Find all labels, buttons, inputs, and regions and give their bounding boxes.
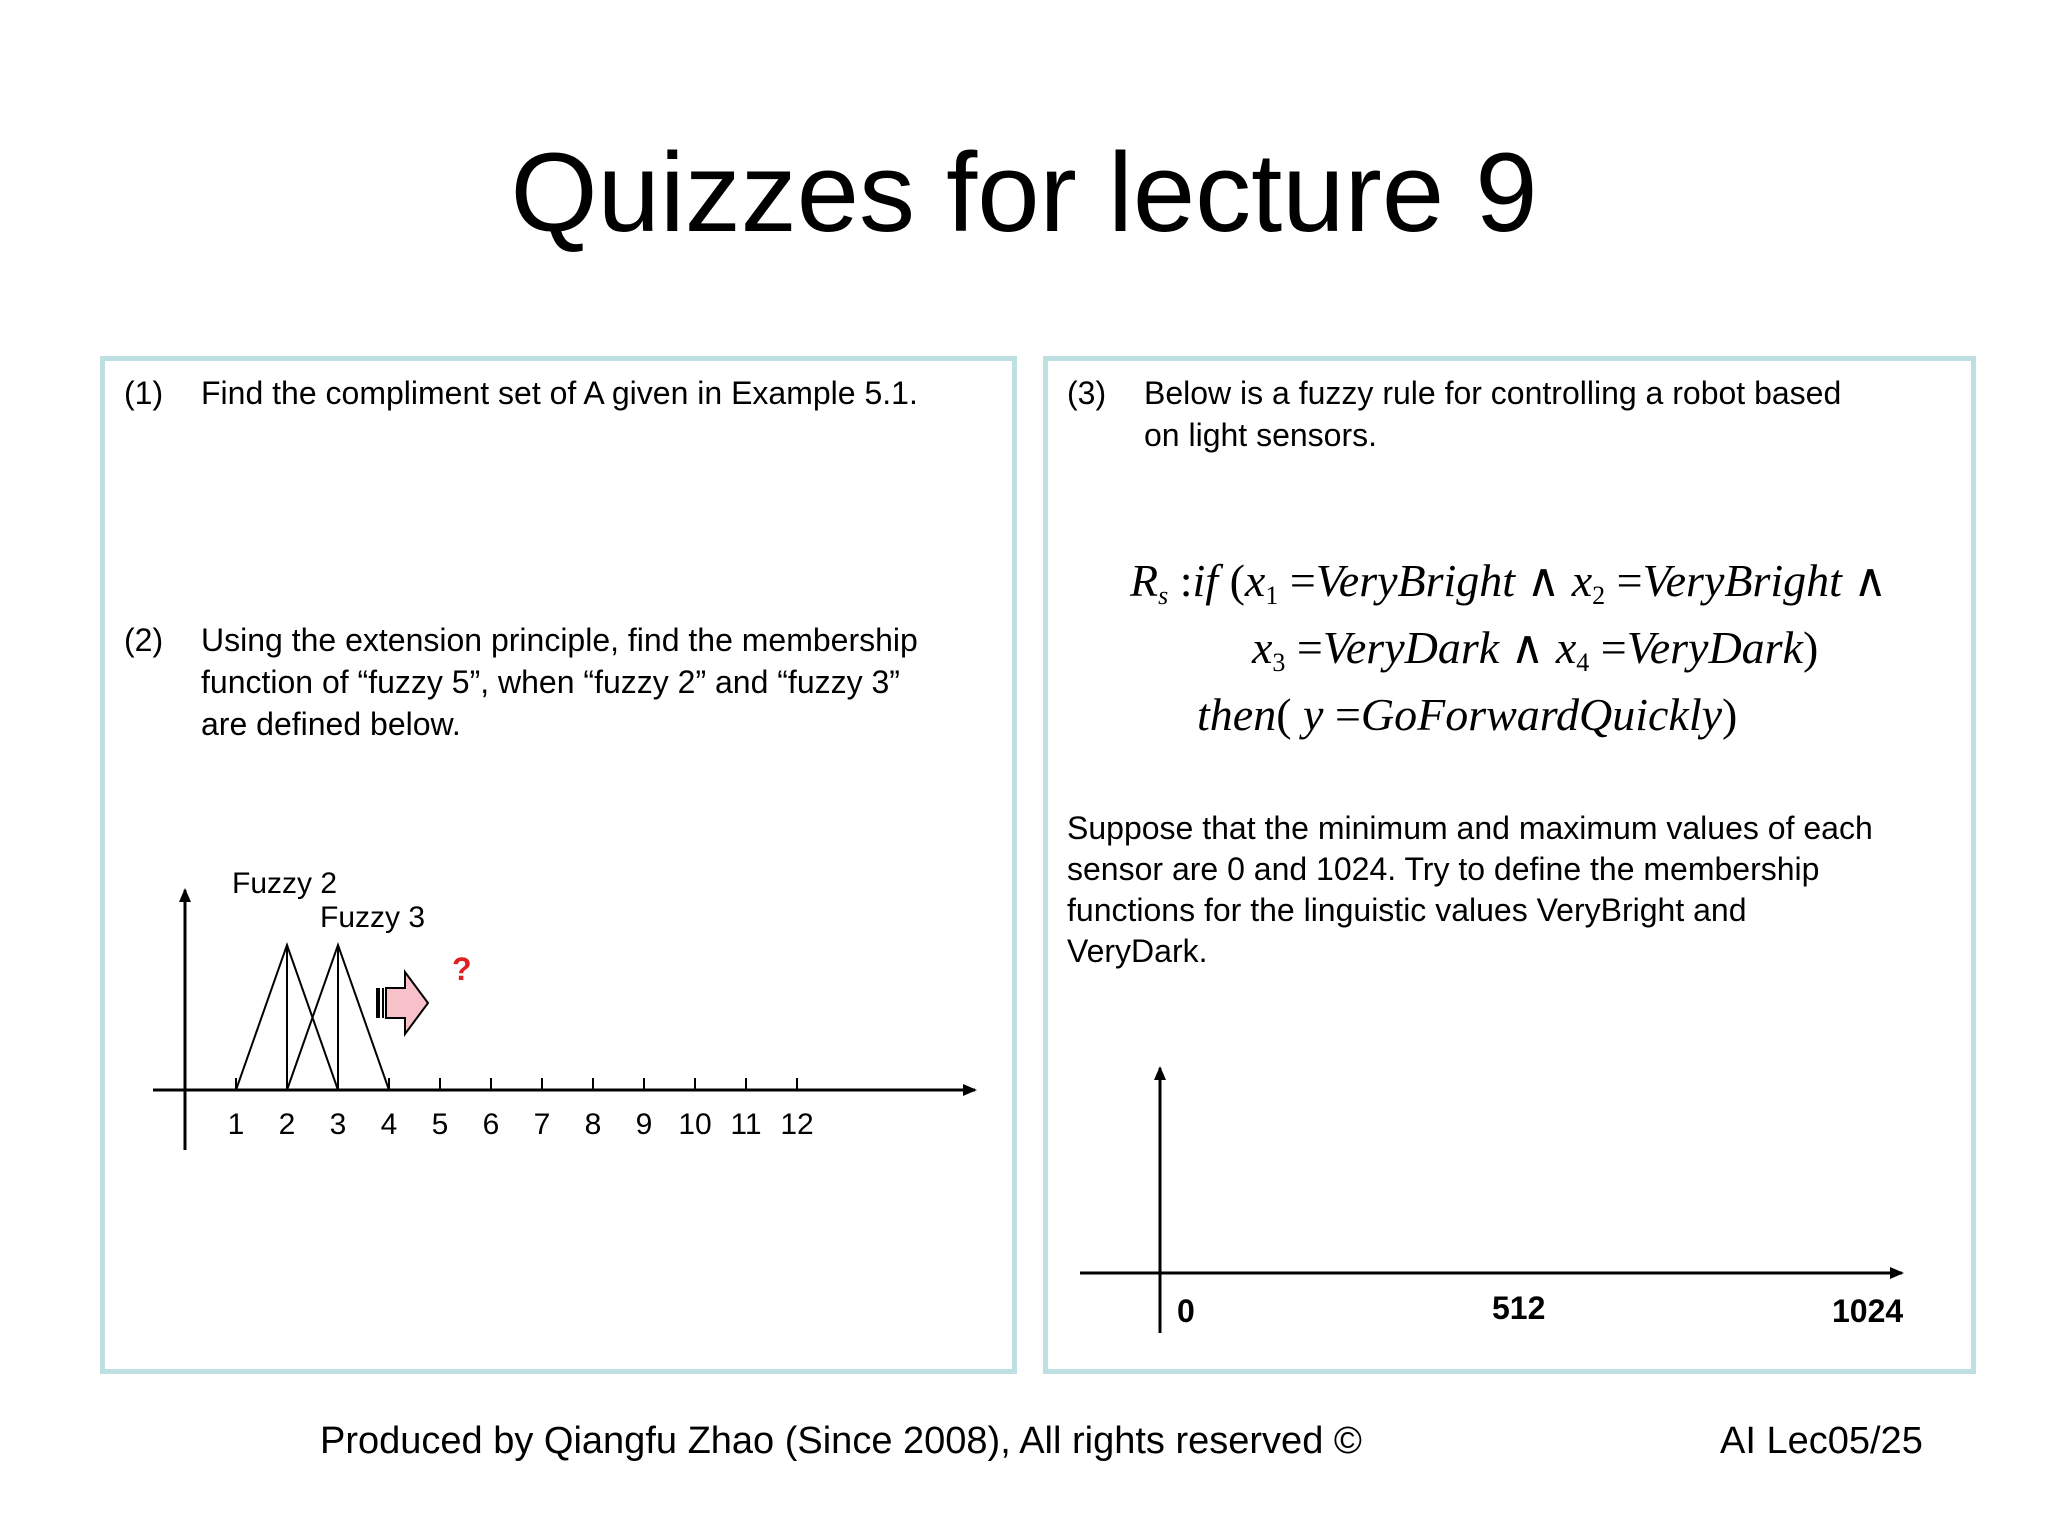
and-operator: ∧ [1853, 555, 1888, 606]
x-tick-label: 6 [482, 1108, 500, 1141]
suppose-paragraph [1067, 808, 1873, 972]
close-paren: ) [1722, 689, 1738, 740]
footer-credit: Produced by Qiangfu Zhao (Since 2008), All rights reserved © [320, 1420, 1362, 1462]
question-mark: ? [452, 951, 472, 987]
axis-label-min: 0 [1177, 1293, 1195, 1329]
value-verydark: VeryDark [1626, 622, 1803, 673]
quiz-panel-left [100, 356, 1017, 1374]
var-y: y [1303, 689, 1324, 740]
sub-2: 2 [1592, 581, 1606, 610]
then-keyword: then [1197, 689, 1277, 740]
equals: = [1296, 622, 1323, 673]
axis-label-mid: 512 [1492, 1290, 1546, 1326]
sub-3: 3 [1272, 648, 1286, 677]
equals: = [1289, 555, 1316, 606]
and-operator: ∧ [1510, 622, 1545, 673]
x-tick-label: 9 [635, 1108, 653, 1141]
question-number: (2) [124, 622, 164, 658]
equals: = [1616, 555, 1643, 606]
var-x4: x [1555, 622, 1577, 673]
x-tick-label: 3 [329, 1108, 347, 1141]
value-verybright: VeryBright [1642, 555, 1842, 606]
question-number: (1) [124, 375, 164, 411]
rule-line-2 [1252, 620, 1818, 676]
x-tick-label: 2 [278, 1108, 296, 1141]
x-tick-label: 12 [780, 1108, 814, 1141]
rule-line-1 [1130, 553, 1887, 609]
paragraph-line: functions for the linguistic values VeryBright and [1067, 892, 1747, 928]
axis-label-max: 1024 [1832, 1293, 1904, 1329]
var-x2: x [1571, 555, 1593, 606]
question-line: on light sensors. [1144, 417, 1378, 453]
x-tick-label: 4 [380, 1108, 398, 1141]
x-tick-label: 7 [533, 1108, 551, 1141]
sub-1: 1 [1265, 581, 1279, 610]
rule-symbol: R [1130, 555, 1159, 606]
open-paren: ( [1229, 555, 1245, 606]
action-value: GoForwardQuickly [1360, 689, 1723, 740]
paragraph-line: sensor are 0 and 1024. Try to define the membership [1067, 851, 1820, 887]
paragraph-line: VeryDark. [1067, 933, 1208, 969]
x-tick-label: 10 [678, 1108, 712, 1141]
colon: : [1179, 555, 1193, 606]
x-tick-label: 5 [431, 1108, 449, 1141]
close-paren: ) [1802, 622, 1819, 673]
question-text [201, 619, 918, 745]
question-text: Find the compliment set of A given in Example 5.1. [201, 375, 918, 411]
question-line: function of “fuzzy 5”, when “fuzzy 2” and “fuzzy 3” [201, 664, 900, 700]
footer-page-number: AI Lec05/25 [1720, 1420, 1923, 1462]
value-verydark: VeryDark [1322, 622, 1500, 673]
question-line: are defined below. [201, 706, 461, 742]
x-tick-label: 11 [730, 1108, 762, 1141]
page-title: Quizzes for lecture 9 [510, 130, 1538, 255]
open-paren: ( [1276, 689, 1292, 740]
x-tick-label: 8 [584, 1108, 602, 1141]
question-line: Below is a fuzzy rule for controlling a robot based [1144, 375, 1842, 411]
question-number: (3) [1067, 375, 1107, 411]
sub-4: 4 [1576, 648, 1590, 677]
question-text [1144, 372, 1841, 456]
fuzzy-3-label: Fuzzy 3 [320, 901, 426, 934]
x-tick-label: 1 [227, 1108, 245, 1141]
equals: = [1334, 689, 1361, 740]
paragraph-line: Suppose that the minimum and maximum values of each [1067, 810, 1873, 846]
fuzzy-2-label: Fuzzy 2 [232, 867, 338, 900]
and-operator: ∧ [1526, 555, 1561, 606]
equals: = [1600, 622, 1627, 673]
rule-line-3 [1197, 687, 1737, 743]
var-x1: x [1244, 555, 1266, 606]
rule-subscript: s [1158, 581, 1169, 610]
question-line: Using the extension principle, find the membership [201, 622, 918, 658]
value-verybright: VeryBright [1315, 555, 1516, 606]
var-x3: x [1252, 622, 1273, 673]
if-keyword: if [1192, 555, 1219, 606]
